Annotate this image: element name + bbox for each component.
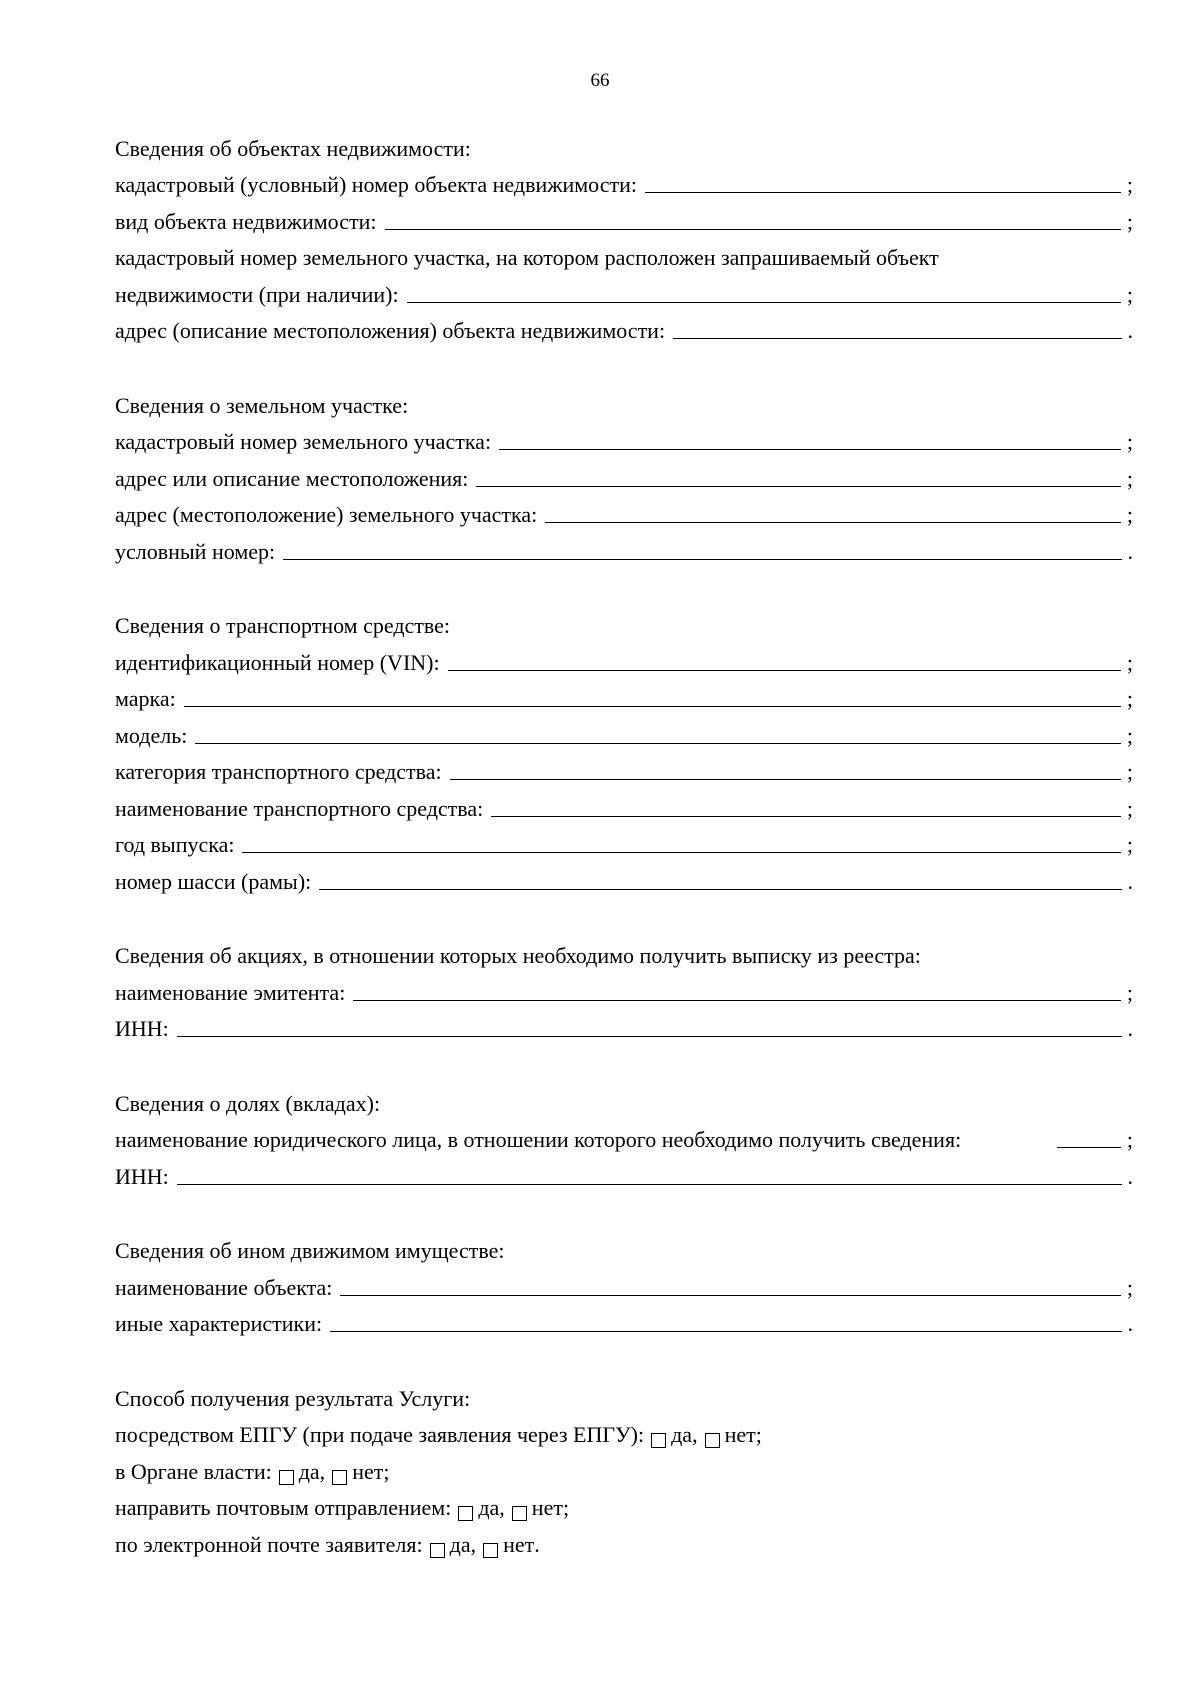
field-land-cadastral-number: кадастровый номер земельного участка: ; — [115, 429, 1133, 454]
option-label: посредством ЕПГУ (при подаче заявления через ЕПГУ): — [115, 1422, 645, 1447]
field-label: иные характеристики: — [115, 1311, 323, 1336]
option-label: по электронной почте заявителя: — [115, 1531, 423, 1557]
field-label: кадастровый номер земельного участка, на котором расположен запрашиваемый объект — [115, 245, 939, 270]
fill-in-line[interactable] — [283, 558, 1121, 560]
field-label: марка: — [115, 686, 176, 711]
section-heading: Сведения о долях (вкладах): — [115, 1090, 381, 1116]
fill-in-line[interactable] — [448, 669, 1121, 671]
fill-in-line[interactable] — [385, 228, 1121, 230]
checkbox-yes[interactable] — [279, 1470, 294, 1485]
section-other-property — [115, 1228, 1133, 1338]
field-label: год выпуска: — [115, 832, 235, 857]
field-label: адрес (описание местоположения) объекта недвижимости: — [115, 318, 666, 343]
checkbox-no[interactable] — [483, 1543, 498, 1558]
section-heading: Сведения об ином движимом имуществе: — [115, 1238, 505, 1263]
checkbox-no[interactable] — [512, 1506, 527, 1521]
section-stakes — [115, 1080, 1133, 1190]
field-label: адрес (местоположение) земельного участка: — [115, 502, 538, 527]
option-post: направить почтовым отправлением: да, нет ; — [115, 1495, 570, 1520]
fill-in-line[interactable] — [184, 705, 1121, 707]
field-label: ИНН: — [115, 1163, 169, 1189]
section-vehicle — [115, 603, 1133, 895]
option-epgu: посредством ЕПГУ (при подаче заявления через ЕПГУ): да, нет ; — [115, 1422, 762, 1447]
field-issuer-inn: ИНН: . — [115, 1016, 1133, 1041]
field-label: категория транспортного средства: — [115, 759, 442, 784]
fill-in-line[interactable] — [450, 778, 1121, 780]
fill-in-line[interactable] — [491, 815, 1121, 817]
field-land-cadastral-number-line1 — [115, 235, 1133, 272]
field-address-or-description: адрес или описание местоположения: ; — [115, 465, 1133, 491]
fill-in-line[interactable] — [545, 521, 1121, 523]
option-label: в Органе власти: — [115, 1458, 272, 1484]
field-label: наименование эмитента: — [115, 979, 346, 1005]
field-land-cadastral-number-line2: недвижимости (при наличии): ; — [115, 281, 1133, 307]
field-object-type: вид объекта недвижимости: ; — [115, 208, 1133, 234]
checkbox-yes[interactable] — [458, 1506, 473, 1521]
field-cadastral-object-number: кадастровый (условный) номер объекта недвижимости: ; — [115, 172, 1133, 197]
field-label: ИНН: — [115, 1016, 169, 1041]
page-number: 66 — [590, 70, 610, 91]
fill-in-line[interactable] — [645, 191, 1121, 193]
field-label: модель: — [115, 722, 188, 748]
field-brand: марка: ; — [115, 686, 1133, 711]
field-year: год выпуска: ; — [115, 832, 1133, 857]
checkbox-no[interactable] — [332, 1470, 347, 1485]
section-real-estate — [115, 125, 1133, 344]
section-shares — [115, 933, 1133, 1043]
fill-in-line[interactable] — [177, 1183, 1122, 1185]
section-heading: Сведения о земельном участке: — [115, 392, 409, 418]
field-label: кадастровый (условный) номер объекта недвижимости: — [115, 172, 637, 197]
section-result-method — [115, 1375, 1133, 1558]
field-label: номер шасси (рамы): — [115, 868, 312, 894]
field-label: кадастровый номер земельного участка: — [115, 429, 492, 454]
field-object-name: наименование объекта: ; — [115, 1274, 1133, 1300]
field-land-address: адрес (местоположение) земельного участка: ; — [115, 502, 1133, 527]
field-label: недвижимости (при наличии): — [115, 281, 399, 307]
option-label: направить почтовым отправлением: — [115, 1495, 452, 1520]
section-heading: Способ получения результата Услуги: — [115, 1385, 471, 1411]
field-vehicle-name: наименование транспортного средства: ; — [115, 795, 1133, 821]
fill-in-line[interactable] — [319, 888, 1121, 890]
fill-in-line[interactable] — [195, 742, 1121, 744]
section-land-plot — [115, 382, 1133, 565]
checkbox-no[interactable] — [705, 1433, 720, 1448]
fill-in-line[interactable] — [340, 1294, 1120, 1296]
field-label: идентификационный номер (VIN): — [115, 649, 440, 675]
option-email: по электронной почте заявителя: да, нет . — [115, 1531, 540, 1557]
fill-in-line[interactable] — [353, 999, 1121, 1001]
section-heading: Сведения о транспортном средстве: — [115, 613, 451, 638]
checkbox-yes[interactable] — [430, 1543, 445, 1558]
field-label: наименование транспортного средства: — [115, 795, 484, 821]
field-issuer-name: наименование эмитента: ; — [115, 979, 1133, 1005]
field-label: вид объекта недвижимости: — [115, 208, 377, 234]
field-vin: идентификационный номер (VIN): ; — [115, 649, 1133, 675]
field-legal-entity-inn: ИНН: . — [115, 1163, 1133, 1189]
fill-in-line[interactable] — [330, 1330, 1121, 1332]
field-label: наименование объекта: — [115, 1274, 333, 1300]
field-object-address: адрес (описание местоположения) объекта недвижимости: . — [115, 318, 1133, 343]
fill-in-line[interactable] — [499, 448, 1121, 450]
fill-in-line[interactable] — [407, 301, 1121, 303]
field-vehicle-category: категория транспортного средства: ; — [115, 759, 1133, 784]
field-legal-entity-name: наименование юридического лица, в отношении которого необходимо получить сведения: ; — [115, 1127, 1133, 1152]
fill-in-line[interactable] — [242, 851, 1120, 853]
fill-in-line[interactable] — [673, 337, 1121, 339]
section-heading: Сведения об акциях, в отношении которых необходимо получить выписку из реестра: — [115, 943, 921, 968]
section-heading: Сведения об объектах недвижимости: — [115, 135, 471, 161]
fill-in-line[interactable] — [476, 485, 1120, 487]
field-model: модель: ; — [115, 722, 1133, 748]
fill-in-line[interactable] — [177, 1035, 1122, 1037]
field-other-characteristics: иные характеристики: . — [115, 1311, 1133, 1336]
fill-in-line[interactable] — [1057, 1146, 1121, 1148]
field-label: условный номер: — [115, 538, 276, 564]
field-chassis-number: номер шасси (рамы): . — [115, 868, 1133, 894]
checkbox-yes[interactable] — [651, 1433, 666, 1448]
field-label: наименование юридического лица, в отношении которого необходимо получить сведения: — [115, 1127, 962, 1152]
option-authority: в Органе власти: да, нет ; — [115, 1458, 390, 1484]
form-content — [115, 125, 1133, 1596]
field-label: адрес или описание местоположения: — [115, 465, 469, 491]
field-conditional-number: условный номер: . — [115, 538, 1133, 564]
